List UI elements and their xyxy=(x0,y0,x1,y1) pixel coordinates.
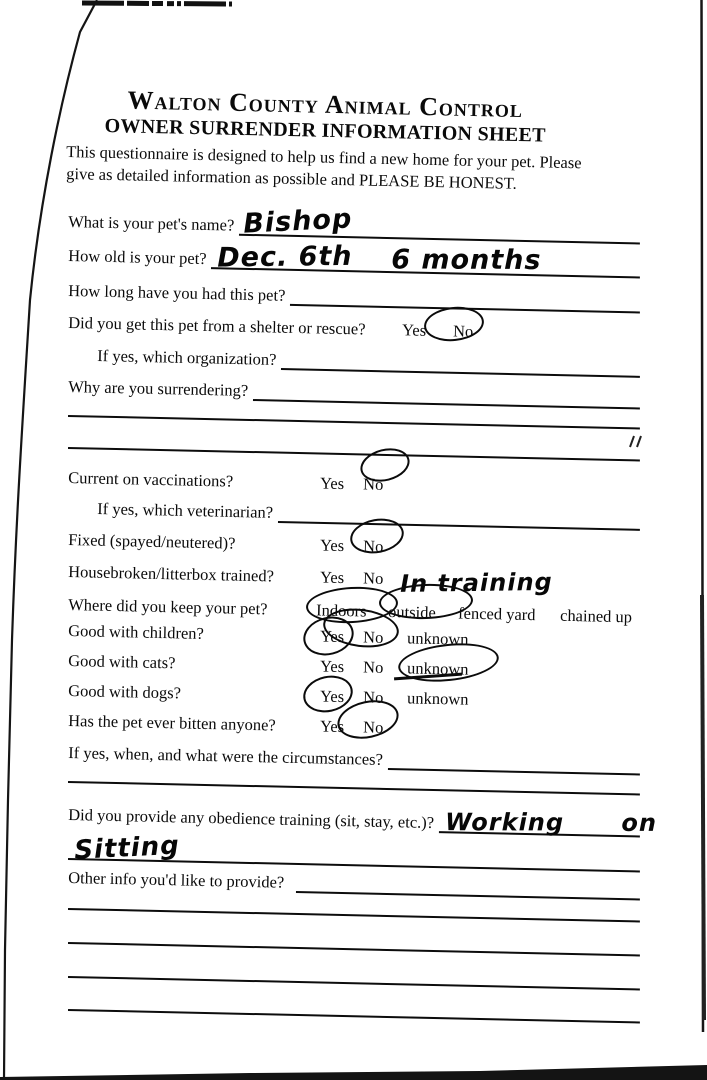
option-yes: Yes xyxy=(319,473,345,494)
scan-artifact-ditto-mark xyxy=(630,436,641,447)
option-yes: Yes xyxy=(319,716,345,737)
handwritten-birth-date: Dec. 6th xyxy=(217,240,354,274)
form-title: Walton County Animal Control xyxy=(127,85,524,124)
handwritten-pet-name: Bishop xyxy=(242,203,354,240)
option-no: No xyxy=(362,474,384,494)
option-chained-up: chained up xyxy=(559,605,633,627)
question-label: Good with cats? xyxy=(68,651,176,673)
option-no: No xyxy=(362,536,384,556)
intro-line-1: This questionnaire is designed to help us find a new home for your pet. Please xyxy=(66,142,582,173)
option-no: No xyxy=(362,717,384,737)
question-label: Current on vaccinations? xyxy=(68,468,234,491)
option-no: No xyxy=(452,321,474,341)
question-label: Good with dogs? xyxy=(68,681,182,703)
form-subtitle: OWNER SURRENDER INFORMATION SHEET xyxy=(104,114,547,147)
option-yes: Yes xyxy=(319,567,345,588)
option-no: No xyxy=(362,568,384,588)
question-label: Did you get this pet from a shelter or rescue? xyxy=(68,313,366,339)
answer-line xyxy=(439,808,658,838)
question-label: Fixed (spayed/neutered)? xyxy=(68,530,236,553)
question-label: Why are you surrendering? xyxy=(68,377,249,401)
question-label: Has the pet ever bitten anyone? xyxy=(68,711,276,735)
page-edge-bottom xyxy=(0,1065,707,1080)
option-no: No xyxy=(362,627,384,647)
option-yes: Yes xyxy=(319,535,345,556)
option-no: No xyxy=(362,657,384,677)
intro-line-2: give as detailed information as possible and PLEASE BE HONEST. xyxy=(66,164,517,193)
option-yes: Yes xyxy=(319,656,345,677)
option-indoors: Indoors xyxy=(315,600,367,621)
page-edge-right-thick xyxy=(702,595,704,1020)
question-label: Did you provide any obedience training (sit, stay, etc.)? xyxy=(68,805,435,833)
question-label: What is your pet's name? xyxy=(68,212,235,235)
option-no: No xyxy=(362,687,384,707)
question-label: If yes, which organization? xyxy=(97,346,277,370)
handwritten-age: 6 months xyxy=(391,244,542,277)
question-label: Housebroken/litterbox trained? xyxy=(68,562,275,586)
option-fenced-yard: fenced yard xyxy=(457,603,536,625)
option-yes: Yes xyxy=(319,686,345,707)
option-outside: outside xyxy=(387,601,437,623)
page-edge-top xyxy=(82,3,232,4)
handwritten-in-training: In training xyxy=(399,567,553,598)
handwritten-sitting: Sitting xyxy=(73,830,181,866)
question-label: Good with children? xyxy=(68,621,205,643)
option-unknown: unknown xyxy=(406,628,469,649)
option-unknown: unknown xyxy=(406,658,469,679)
question-label: How old is your pet? xyxy=(68,246,207,269)
option-yes: Yes xyxy=(401,320,427,340)
question-label: If yes, which veterinarian? xyxy=(97,499,274,522)
question-label: Other info you'd like to provide? xyxy=(68,868,285,892)
option-yes: Yes xyxy=(319,626,345,647)
option-unknown: unknown xyxy=(406,688,469,709)
handwritten-working-on: Working on xyxy=(445,808,658,838)
question-label: Where did you keep your pet? xyxy=(68,595,268,619)
question-label: How long have you had this pet? xyxy=(68,281,286,305)
question-label: If yes, when, and what were the circumstances? xyxy=(68,743,384,770)
